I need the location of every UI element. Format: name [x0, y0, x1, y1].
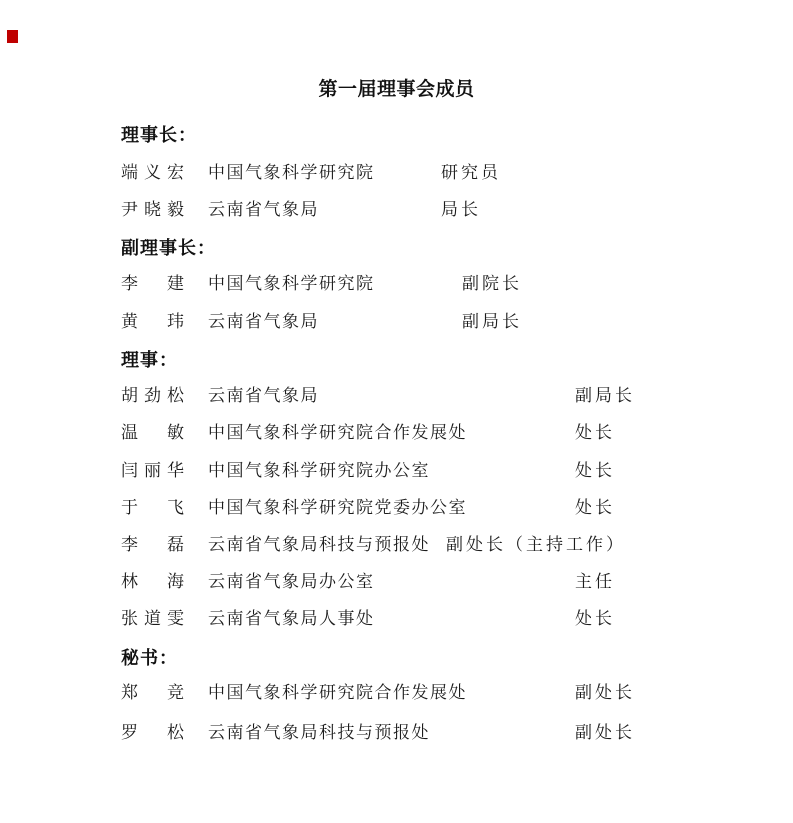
section-heading: 理事长：: [121, 125, 197, 145]
member-position: 副处长: [575, 723, 635, 742]
member-name: 李 磊: [121, 535, 190, 554]
member-position: 主任: [575, 572, 615, 591]
member-position: 局长: [441, 200, 481, 219]
section-heading: 理事：: [121, 350, 178, 370]
member-position: 处长: [575, 609, 615, 628]
member-organization: 云南省气象局科技与预报处: [208, 535, 430, 554]
member-organization: 云南省气象局人事处: [208, 609, 375, 628]
member-organization: 中国气象科学研究院合作发展处: [208, 423, 467, 442]
member-name: 郑 竞: [121, 683, 190, 702]
member-organization: 云南省气象局: [208, 200, 319, 219]
member-row: [121, 497, 793, 521]
member-organization: 中国气象科学研究院: [208, 163, 375, 182]
member-organization: 中国气象科学研究院合作发展处: [208, 683, 467, 702]
member-row: [121, 608, 793, 632]
member-row: [121, 385, 793, 409]
member-organization: 云南省气象局科技与预报处: [208, 723, 430, 742]
member-row: [121, 199, 793, 223]
member-organization: 中国气象科学研究院办公室: [208, 461, 430, 480]
member-position: 副处长: [575, 683, 635, 702]
document-title: 第一届理事会成员: [318, 79, 475, 100]
member-name: 尹晓毅: [121, 200, 190, 219]
member-row: [121, 460, 793, 484]
member-name: 黄 玮: [121, 312, 190, 331]
member-row: [121, 534, 793, 558]
member-name: 林 海: [121, 572, 190, 591]
member-organization: 云南省气象局: [208, 312, 319, 331]
member-name: 端义宏: [121, 163, 190, 182]
member-position: 处长: [575, 423, 615, 442]
member-row: [121, 422, 793, 446]
member-position: 处长: [575, 498, 615, 517]
member-row: [121, 722, 793, 746]
member-name: 于 飞: [121, 498, 190, 517]
member-row: [121, 162, 793, 186]
member-organization: 中国气象科学研究院党委办公室: [208, 498, 467, 517]
member-position: 研究员: [441, 163, 501, 182]
section-heading: 副理事长：: [121, 238, 216, 258]
member-organization: 中国气象科学研究院: [208, 274, 375, 293]
member-name: 胡劲松: [121, 386, 190, 405]
member-name: 罗 松: [121, 723, 190, 742]
member-position: 副处长（主持工作）: [446, 535, 626, 554]
member-name: 闫丽华: [121, 461, 190, 480]
member-position: 副院长: [462, 274, 522, 293]
member-name: 李 建: [121, 274, 190, 293]
member-row: [121, 682, 793, 706]
member-organization: 云南省气象局办公室: [208, 572, 375, 591]
member-position: 副局长: [575, 386, 635, 405]
member-name: 温 敏: [121, 423, 190, 442]
member-row: [121, 273, 793, 297]
member-position: 处长: [575, 461, 615, 480]
member-name: 张道雯: [121, 609, 190, 628]
member-position: 副局长: [462, 312, 522, 331]
member-row: [121, 311, 793, 335]
member-row: [121, 571, 793, 595]
section-heading: 秘书：: [121, 648, 178, 668]
member-organization: 云南省气象局: [208, 386, 319, 405]
red-corner-mark: [7, 30, 18, 43]
